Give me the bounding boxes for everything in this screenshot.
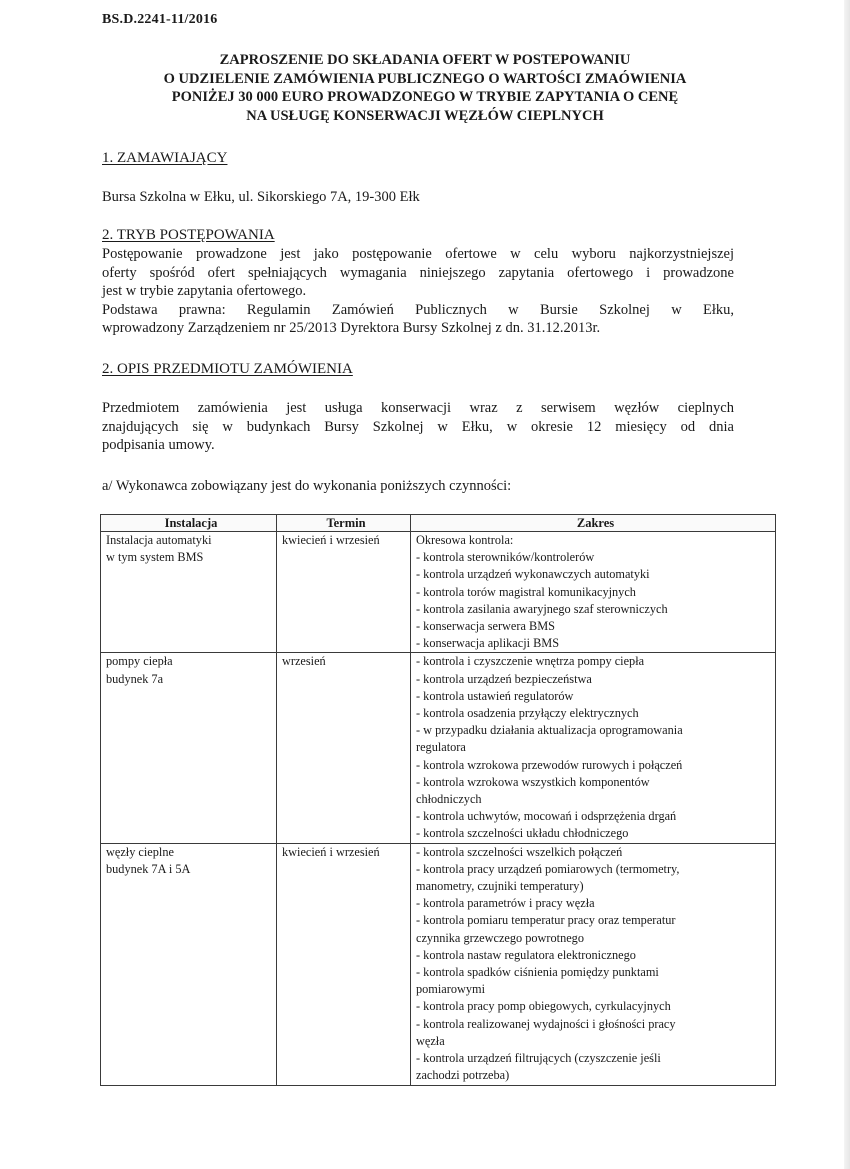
procedure-line: oferty spośród ofert spełniających wymagania niniejszego zapytania ofertowego i prowadzone bbox=[102, 264, 734, 281]
title-line: ZAPROSZENIE DO SKŁADANIA OFERT W POSTEPOWANIU bbox=[219, 52, 631, 68]
scope-line: regulatora bbox=[416, 740, 466, 755]
scope-line: - kontrola urządzeń filtrujących (czyszczenie jeśli bbox=[416, 1051, 661, 1066]
installation-line: budynek 7a bbox=[106, 671, 164, 686]
scope-line: - kontrola pracy urządzeń pomiarowych (termometry, bbox=[416, 861, 680, 876]
table-header-row bbox=[101, 515, 776, 532]
procedure-line: jest w trybie zapytania ofertowego. bbox=[102, 283, 307, 299]
scope-line: - kontrola szczelności wszelkich połączeń bbox=[416, 844, 623, 859]
scope-line: - kontrola sterowników/kontrolerów bbox=[416, 550, 595, 565]
installation-cell bbox=[101, 843, 277, 1085]
scope-line: - kontrola i czyszczenie wnętrza pompy ciepła bbox=[416, 654, 645, 669]
procedure-line: Podstawa prawna: Regulamin Zamówień Publicznych w Bursie Szkolnej w Ełku, bbox=[102, 301, 734, 318]
installation-cell bbox=[101, 653, 277, 843]
installation-line: Instalacja automatyki bbox=[106, 533, 212, 547]
scope-cell bbox=[411, 653, 776, 843]
subject-line: znajdujących się w budynkach Bursy Szkolnej w Ełku, w okresie 12 miesięcy od dnia bbox=[102, 418, 734, 435]
section-heading-subject: 2. OPIS PRZEDMIOTU ZAMÓWIENIA bbox=[102, 361, 353, 377]
term-cell: kwiecień i wrzesień bbox=[277, 843, 411, 1085]
scope-line: - kontrola szczelności układu chłodniczego bbox=[416, 826, 629, 841]
scope-line: - kontrola urządzeń wykonawczych automatyki bbox=[416, 567, 650, 582]
scope-cell bbox=[411, 532, 776, 653]
scope-line: - kontrola wzrokowa wszystkich komponentów bbox=[416, 774, 650, 789]
table-row bbox=[101, 532, 776, 653]
title-line: O UDZIELENIE ZAMÓWIENIA PUBLICZNEGO O WARTOŚCI ZMAÓWIENIA bbox=[163, 70, 687, 87]
scope-line: - kontrola zasilania awaryjnego szaf sterowniczych bbox=[416, 601, 668, 616]
scope-table bbox=[100, 514, 776, 1086]
scope-line: - konserwacja serwera BMS bbox=[416, 619, 555, 634]
column-header-term: Termin bbox=[277, 515, 411, 532]
subject-line: Przedmiotem zamówienia jest usługa konserwacji wraz z serwisem węzłów cieplnych bbox=[102, 400, 734, 416]
scope-line: - kontrola spadków ciśnienia pomiędzy punktami bbox=[416, 965, 659, 980]
title-line: PONIŻEJ 30 000 EURO PROWADZONEGO W TRYBIE ZAPYTANIA O CENĘ bbox=[171, 89, 679, 105]
scope-line: czynnika grzewczego powrotnego bbox=[416, 930, 584, 945]
installation-line: pompy ciepła bbox=[106, 654, 173, 669]
column-header-installation: Instalacja bbox=[101, 515, 277, 532]
scope-line: - kontrola realizowanej wydajności i głośności pracy bbox=[416, 1016, 676, 1031]
term-cell: kwiecień i wrzesień bbox=[277, 532, 411, 653]
scope-line: chłodniczych bbox=[416, 792, 482, 807]
scope-line: - kontrola torów magistral komunikacyjnych bbox=[416, 584, 636, 599]
scope-line: - kontrola wzrokowa przewodów rurowych i połączeń bbox=[416, 757, 683, 772]
scope-line: - kontrola ustawień regulatorów bbox=[416, 688, 574, 703]
scope-line: węzła bbox=[416, 1033, 445, 1048]
scope-cell bbox=[411, 843, 776, 1085]
document-reference: BS.D.2241-11/2016 bbox=[102, 12, 218, 27]
subject-line: podpisania umowy. bbox=[102, 437, 215, 453]
scope-line: - kontrola parametrów i pracy węzła bbox=[416, 896, 595, 911]
scope-line: - konserwacja aplikacji BMS bbox=[416, 636, 560, 651]
scan-edge-shadow bbox=[844, 0, 850, 1169]
scope-line: - kontrola nastaw regulatora elektronicznego bbox=[416, 947, 636, 962]
installation-line: węzły cieplne bbox=[106, 844, 174, 859]
section-heading-procedure: 2. TRYB POSTĘPOWANIA bbox=[102, 227, 275, 243]
scope-line: - kontrola osadzenia przyłączy elektrycznych bbox=[416, 706, 639, 721]
scope-line: - kontrola pomiaru temperatur pracy oraz temperatur bbox=[416, 913, 676, 928]
table-row bbox=[101, 653, 776, 843]
scope-line: - kontrola urządzeń bezpieczeństwa bbox=[416, 671, 592, 686]
procedure-line: wprowadzony Zarządzeniem nr 25/2013 Dyrektora Bursy Szkolnej z dn. 31.12.2013r. bbox=[102, 320, 601, 336]
ordering-party-address: Bursa Szkolna w Ełku, ul. Sikorskiego 7A, 19-300 Ełk bbox=[102, 189, 420, 205]
scope-line: manometry, czujniki temperatury) bbox=[416, 879, 584, 894]
document-title bbox=[60, 51, 790, 125]
procedure-paragraph bbox=[102, 245, 734, 338]
section-heading-ordering-party: 1. ZAMAWIAJĄCY bbox=[102, 150, 228, 166]
scope-line: - w przypadku działania aktualizacja oprogramowania bbox=[416, 723, 683, 738]
title-line: NA USŁUGĘ KONSERWACJI WĘZŁÓW CIEPLNYCH bbox=[246, 107, 604, 124]
table-row bbox=[101, 843, 776, 1085]
procedure-line: Postępowanie prowadzone jest jako postępowanie ofertowe w celu wyboru najkorzystniejszej bbox=[102, 246, 734, 262]
scope-line: zachodzi potrzeba) bbox=[416, 1068, 510, 1083]
column-header-scope: Zakres bbox=[411, 515, 776, 532]
scope-line: Okresowa kontrola: bbox=[416, 533, 514, 547]
scope-line: pomiarowymi bbox=[416, 982, 485, 997]
subject-paragraph bbox=[102, 399, 734, 455]
installation-line: budynek 7A i 5A bbox=[106, 861, 191, 876]
installation-cell bbox=[101, 532, 277, 653]
obligations-intro: a/ Wykonawca zobowiązany jest do wykonania poniższych czynności: bbox=[102, 478, 512, 494]
term-cell: wrzesień bbox=[277, 653, 411, 843]
installation-line: w tym system BMS bbox=[106, 550, 204, 565]
scope-line: - kontrola pracy pomp obiegowych, cyrkulacyjnych bbox=[416, 999, 671, 1014]
scope-line: - kontrola uchwytów, mocowań i odsprzężenia drgań bbox=[416, 809, 677, 824]
